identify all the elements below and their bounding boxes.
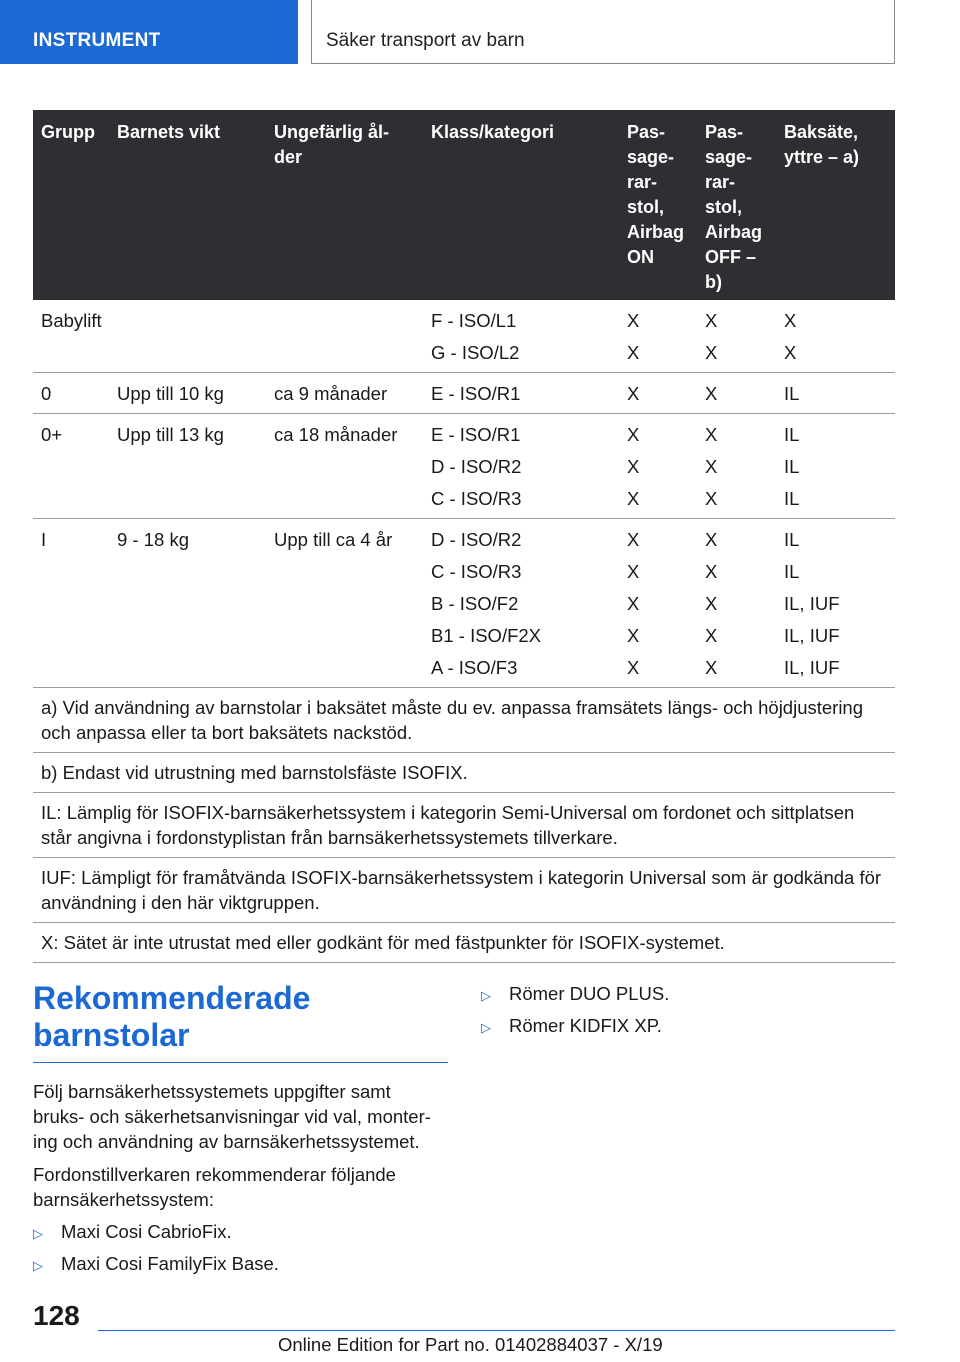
triangle-right-outline-icon: ▷ <box>481 1020 491 1035</box>
table-body <box>33 300 895 688</box>
cell-airbag-on: X <box>627 383 640 404</box>
column-header: Pas- sage- rar- stol, Airbag OFF – b) <box>705 122 763 292</box>
cell-airbag-on: X X <box>627 310 640 363</box>
column-header: Ungefärlig ål- der <box>274 122 390 167</box>
cell-rear: IL <box>784 383 800 404</box>
table-row <box>33 414 895 519</box>
table-footnote: IL: Lämplig för ISOFIX-barnsäkerhetssystem i kategorin Semi-Universal om fordonet och sittplatsen står angivna i fordonstyplistan från barnsäkerhetssystemets tillverkare. <box>33 793 895 858</box>
triangle-right-outline-icon: ▷ <box>481 988 491 1003</box>
cell-class: D - ISO/R2 C - ISO/R3 B - ISO/F2 B1 - ISO/F2X A - ISO/F3 <box>431 529 542 678</box>
cell-rear: X X <box>784 310 797 363</box>
cell-group: I <box>41 529 47 550</box>
table-footnote: a) Vid användning av barnstolar i baksätet måste du ev. anpassa framsätets längs- och höjdjustering och anpassa eller ta bort baksätets nackstöd. <box>33 688 895 753</box>
footer-edition: Online Edition for Part no. 01402884037 - X/19 <box>278 1334 663 1355</box>
cell-weight: 9 - 18 kg <box>117 529 189 550</box>
cell-rear: IL IL IL <box>784 424 800 509</box>
list-item: ▷ Maxi Cosi FamilyFix Base. <box>33 1252 279 1278</box>
table-row <box>33 300 895 373</box>
cell-class: E - ISO/R1 <box>431 383 521 404</box>
column-header: Grupp <box>41 122 95 142</box>
list-item: ▷ Maxi Cosi CabrioFix. <box>33 1220 232 1246</box>
cell-age: Upp till ca 4 år <box>274 529 393 550</box>
triangle-right-outline-icon: ▷ <box>33 1226 43 1241</box>
cell-group: Babylift <box>41 310 102 331</box>
table-notes <box>33 688 895 963</box>
cell-airbag-off: X X X <box>705 424 718 509</box>
cell-group: 0 <box>41 383 52 404</box>
table-footnote: X: Sätet är inte utrustat med eller godkänt för med fästpunkter för ISOFIX-systemet. <box>33 923 895 963</box>
paragraph-recommend: Fordonstillverkaren rekommenderar följande barnsäkerhetssystem: <box>33 1164 396 1210</box>
table-row <box>33 519 895 688</box>
cell-airbag-off: X X X X X <box>705 529 718 678</box>
cell-weight: Upp till 13 kg <box>117 424 224 445</box>
section-title: Rekommenderade barnstolar <box>33 980 448 1063</box>
cell-class: F - ISO/L1 G - ISO/L2 <box>431 310 520 363</box>
cell-airbag-on: X X X X X <box>627 529 640 678</box>
cell-airbag-off: X X <box>705 310 718 363</box>
cell-age: ca 18 månader <box>274 424 398 445</box>
table-footnote: IUF: Lämpligt för framåtvända ISOFIX-barnsäkerhetssystem i kategorin Universal som är godkända för användning i den här viktgruppen. <box>33 858 895 923</box>
column-header: Pas- sage- rar- stol, Airbag ON <box>627 122 685 267</box>
cell-class: E - ISO/R1 D - ISO/R2 C - ISO/R3 <box>431 424 522 509</box>
cell-group: 0+ <box>41 424 63 445</box>
triangle-right-outline-icon: ▷ <box>33 1258 43 1273</box>
list-item: ▷ Römer DUO PLUS. <box>481 982 669 1008</box>
column-header: Klass/kategori <box>431 122 555 142</box>
header-chapter-title: Säker transport av barn <box>311 0 895 64</box>
paragraph-intro: Följ barnsäkerhetssystemets uppgifter samt bruks- och säkerhetsanvisningar vid val, monter- ing och användning av barnsäkerhetssystemet. <box>33 1081 431 1152</box>
cell-age: ca 9 månader <box>274 383 388 404</box>
cell-airbag-off: X <box>705 383 718 404</box>
cell-rear: IL IL IL, IUF IL, IUF IL, IUF <box>784 529 840 678</box>
table-row <box>33 373 895 414</box>
table-footnote: b) Endast vid utrustning med barnstolsfäste ISOFIX. <box>33 753 895 793</box>
isofix-table <box>33 110 895 963</box>
table-header <box>33 110 895 300</box>
header-section-label: INSTRUMENT <box>0 0 298 64</box>
list-item: ▷ Römer KIDFIX XP. <box>481 1014 662 1040</box>
column-header: Baksäte, yttre – a) <box>784 122 860 167</box>
page-number: 128 <box>33 1300 80 1331</box>
column-header: Barnets vikt <box>117 122 221 142</box>
footer-divider <box>98 1330 895 1331</box>
cell-weight: Upp till 10 kg <box>117 383 224 404</box>
cell-airbag-on: X X X <box>627 424 640 509</box>
